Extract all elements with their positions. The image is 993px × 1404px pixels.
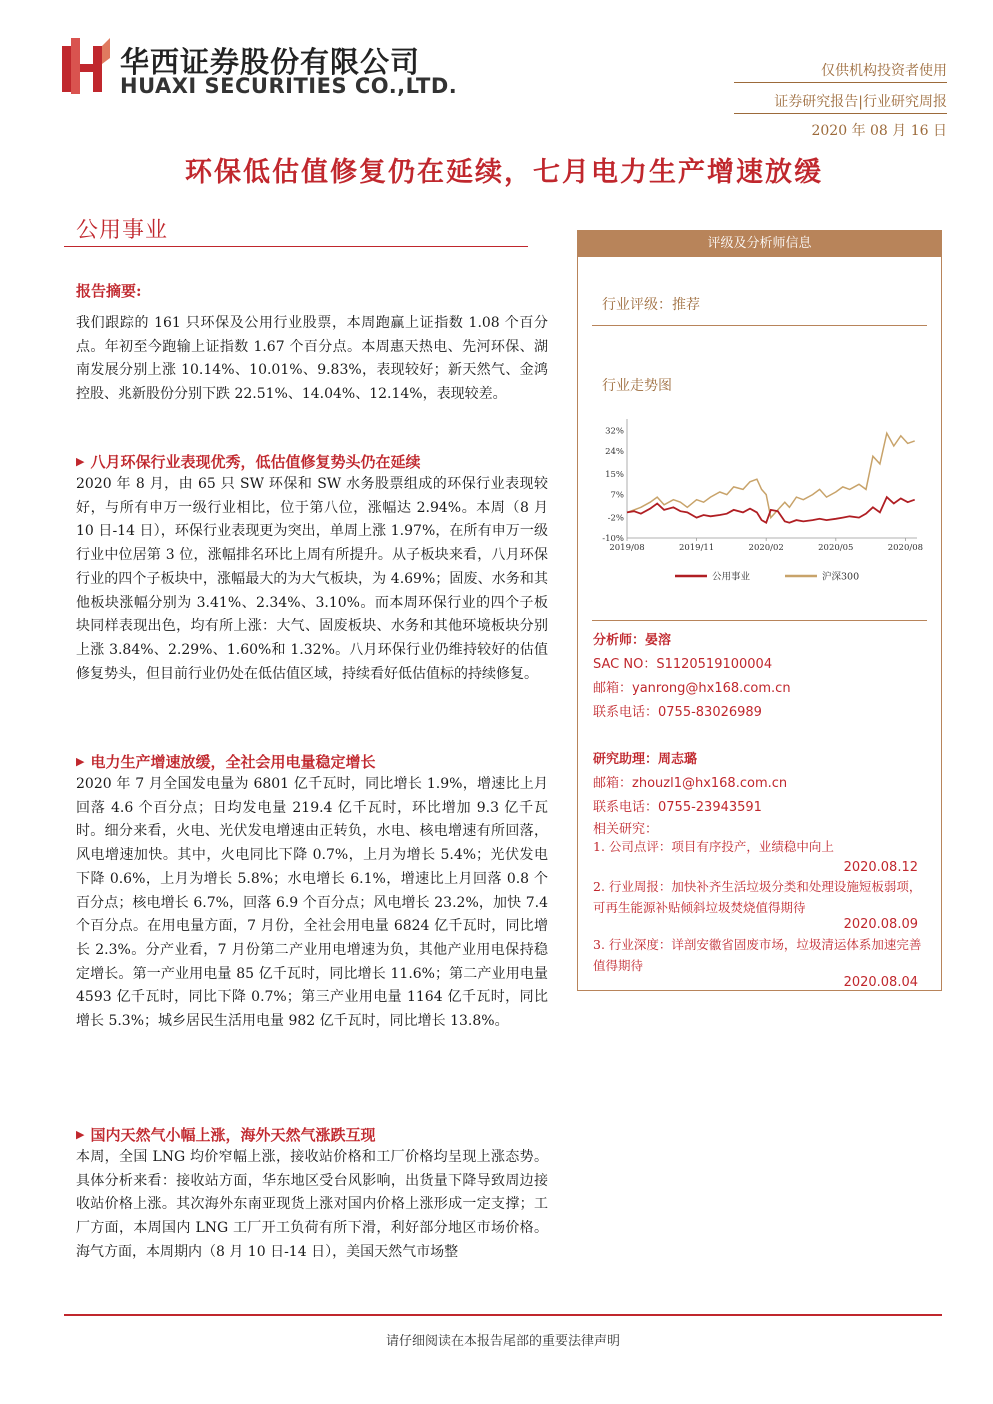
assistant-email[interactable]: 邮箱：zhouzl1@hx168.com.cn xyxy=(593,776,788,791)
report-title: 环保低估值修复仍在延续，七月电力生产增速放缓 xyxy=(185,157,823,188)
header-divider xyxy=(734,82,947,83)
industry-rating xyxy=(602,294,700,314)
related-item-3[interactable]: 3. 行业深度：详剖安徽省固废市场，垃圾清运体系加速完善值得期待 xyxy=(593,937,922,973)
company-name-en: HUAXI SECURITIES CO.,LTD. xyxy=(120,74,458,98)
y-tick-label: 32% xyxy=(605,426,624,437)
legend-label: 沪深300 xyxy=(822,571,860,583)
arrow-icon: ▶ xyxy=(76,755,85,768)
assistant-phone: 联系电话：0755-23943591 xyxy=(593,800,762,815)
x-tick-label: 2019/08 xyxy=(609,543,645,553)
related-date-2: 2020.08.09 xyxy=(843,917,918,932)
y-tick-label: -10% xyxy=(602,534,624,544)
y-tick-label: 7% xyxy=(610,490,624,501)
legend-label: 公用事业 xyxy=(712,571,751,583)
related-item-2[interactable]: 2. 行业周报：加快补齐生活垃圾分类和处理设施短板弱项，可再生能源补贴倾斜垃圾焚烧值得期待 xyxy=(593,879,922,915)
industry-name: 公用事业 xyxy=(76,218,169,243)
chart-title: 行业走势图 xyxy=(602,378,672,394)
industry-divider xyxy=(64,246,528,247)
y-tick-label: 15% xyxy=(605,470,624,481)
analyst-email[interactable]: 邮箱：yanrong@hx168.com.cn xyxy=(593,681,791,696)
huaxi-logo-icon xyxy=(62,38,110,94)
section-text-2: 2020 年 7 月全国发电量为 6801 亿千瓦时，同比增长 1.9%，增速比上月回落 4.6 个百分点；日均发电量 219.4 亿千瓦时，环比增加 9.3 亿千瓦时。细分来看，火电、光伏发电增速由正转负，水电、核电增速有所回落，风电增速加快。其中，火电同比下降 0.7%，上月为增长 5.4%；光伏发电下降 0.6%，上月为增长 5.8%；水电增长 6.1%，增速比上月回落 0.8 个百分点；核电增长 6.7%，回落 6.9 个百分点；风电增长 23.2%，加快 7.4 个百分点。在用电量方面，7 月份，全社会用电量 6824 亿千瓦时，同比增长 2.3%。分产业看，7 月份第二产业用电增速为负，其他产业用电保持稳定增长。第一产业用电量 85 亿千瓦时，同比增长 11.6%；第二产业用电量 4593 亿千瓦时，同比下降 0.7%；第三产业用电量 1164 亿千瓦时，同比增长 5.3%；城乡居民生活用电量 982 亿千瓦时，同比增长 13.8%。 xyxy=(76,776,548,1030)
analyst-sac: SAC NO：S1120519100004 xyxy=(593,657,773,672)
x-tick-label: 2020/08 xyxy=(887,543,924,553)
arrow-icon: ▶ xyxy=(76,1128,85,1141)
report-date: 2020 年 08 月 16 日 xyxy=(811,123,947,139)
y-tick-label: -2% xyxy=(607,513,624,524)
company-name-cn: 华西证券股份有限公司 xyxy=(120,45,421,79)
related-item-1[interactable]: 1. 公司点评：项目有序投产，业绩稳中向上 xyxy=(593,839,834,854)
section-title-2 xyxy=(76,751,375,772)
related-date-3: 2020.08.04 xyxy=(843,975,918,990)
section-text-3: 本周，全国 LNG 均价窄幅上涨，接收站价格和工厂价格均呈现上涨态势。具体分析来看：接收站方面，华东地区受台风影响，出货量下降导致周边接收站价格上涨。其次海外东南亚现货上涨对国内价格上涨形成一定支撑；工厂方面，本周国内 LNG 工厂开工负荷有所下滑，利好部分地区市场价格。海气方面，本周期内（8 月 10 日-14 日），美国天然气市场整 xyxy=(76,1149,548,1260)
header-divider xyxy=(734,113,947,114)
rating-label: 行业评级： xyxy=(602,297,672,313)
legal-notice: 请仔细阅读在本报告尾部的重要法律声明 xyxy=(385,1334,620,1349)
section-title-text: 国内天然气小幅上涨，海外天然气涨跌互现 xyxy=(90,1126,376,1144)
x-tick-label: 2019/11 xyxy=(678,543,715,553)
section-title-1 xyxy=(76,451,420,472)
section-title-3 xyxy=(76,1124,375,1145)
related-date-1: 2020.08.12 xyxy=(843,860,918,875)
rating-value: 推荐 xyxy=(672,297,700,313)
industry-trend-chart xyxy=(595,413,925,588)
arrow-icon: ▶ xyxy=(76,455,85,468)
x-tick-label: 2020/05 xyxy=(818,543,854,553)
analyst-name: 分析师：晏溶 xyxy=(593,633,672,648)
section-title-text: 八月环保行业表现优秀，低估值修复势头仍在延续 xyxy=(90,453,421,471)
analyst-phone: 联系电话：0755-83026989 xyxy=(593,705,762,720)
summary-heading: 报告摘要: xyxy=(76,282,142,300)
series-line-1 xyxy=(627,433,915,517)
investor-notice: 仅供机构投资者使用 xyxy=(821,63,947,79)
section-title-text: 电力生产增速放缓，全社会用电量稳定增长 xyxy=(90,753,376,771)
y-tick-label: 24% xyxy=(605,447,624,458)
related-label: 相关研究： xyxy=(593,822,659,837)
x-tick-label: 2020/02 xyxy=(748,543,784,553)
sidebar-divider xyxy=(592,325,927,326)
assistant-name: 研究助理：周志璐 xyxy=(593,752,698,767)
footer-divider xyxy=(64,1314,942,1316)
section-text-1: 2020 年 8 月，由 65 只 SW 环保和 SW 水务股票组成的环保行业表现较好，与所有申万一级行业相比，位于第八位，涨幅达 2.94%。本周（8 月 10 日-14 日），环保行业表现更为突出，单周上涨 1.97%，在所有申万一级行业中位居第 3 位，涨幅排名环比上周有所提升。从子板块来看，八月环保行业的四个子板块中，涨幅最大的为大气板块，为 4.69%；固废、水务和其他板块涨幅分别为 3.41%、2.34%、3.10%。而本周环保行业的四个子板块同样表现出色，均有所上涨：大气、固废板块、水务和其他环境板块分别上涨 3.84%、2.29%、1.60%和 1.32%。八月环保行业仍维持较好的估值修复势头，但目前行业仍处在低估值区域，持续看好低估值标的持续修复。 xyxy=(76,476,548,682)
sidebar-header: 评级及分析师信息 xyxy=(578,231,941,257)
summary-intro: 我们跟踪的 161 只环保及公用行业股票，本周跑赢上证指数 1.08 个百分点。年初至今跑输上证指数 1.67 个百分点。本周惠天热电、先河环保、湖南发展分别上涨 10.14%、10.01%、9.83%，表现较好；新天然气、金鸿控股、兆新股份分别下跌 22.51%、14.04%、12.14%，表现较差。 xyxy=(76,315,548,403)
sidebar-divider xyxy=(592,620,927,621)
report-type: 证券研究报告|行业研究周报 xyxy=(774,94,947,110)
